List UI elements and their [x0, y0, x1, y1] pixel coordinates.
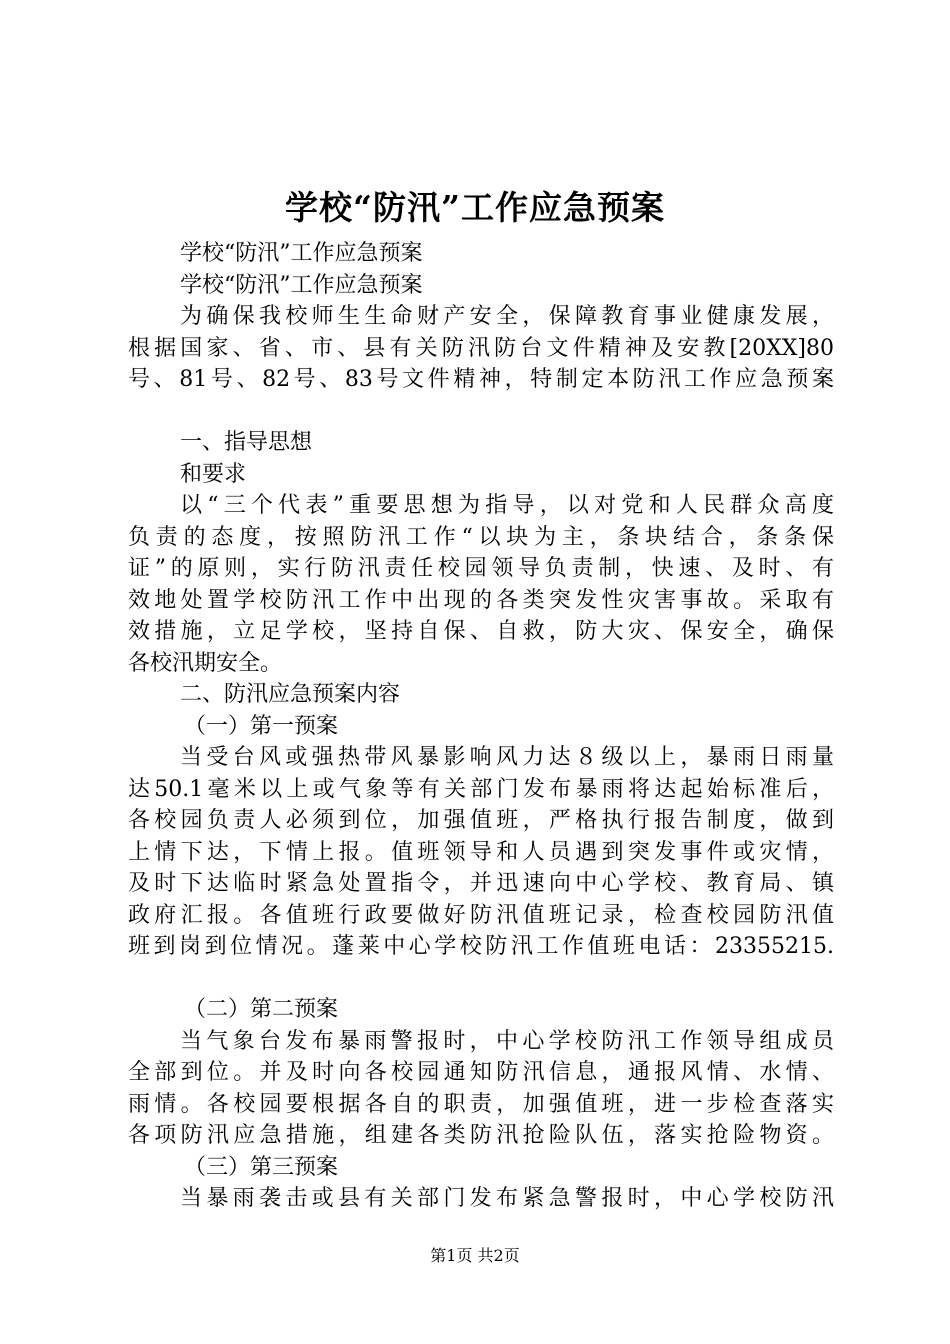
subsection-heading: （二）第二预案 — [184, 997, 339, 1022]
paragraph-line: 雨情。各校园要根据各自的职责，加强值班，进一步检查落实 — [128, 1091, 834, 1117]
paragraph-line: 各校汛期安全。 — [128, 650, 283, 676]
paragraph-line: 达50.1毫米以上或气象等有关部门发布暴雨将达起始标准后， — [128, 776, 834, 802]
subsection-heading: （一）第一预案 — [184, 713, 339, 739]
blank-line — [128, 963, 834, 995]
paragraph-line: 以“三个代表”重要思想为指导，以对党和人民群众高度 — [180, 493, 834, 518]
document-title: 学校“防汛”工作应急预案 — [285, 188, 665, 227]
paragraph-line: 为确保我校师生生命财产安全，保障教育事业健康发展， — [180, 304, 834, 329]
subsection-heading: （三）第三预案 — [184, 1154, 339, 1180]
paragraph-line: 上情下达，下情上报。值班领导和人员遇到突发事件或灾情， — [128, 839, 834, 865]
paragraph-line: 效地处置学校防汛工作中出现的各类突发性灾害事故。采取有 — [128, 587, 834, 613]
paragraph-line: 政府汇报。各值班行政要做好防汛值班记录，检查校园防汛值 — [128, 902, 834, 928]
paragraph-line: 负责的态度，按照防汛工作“以块为主，条块结合，条条保 — [128, 524, 834, 550]
subtitle-line: 学校“防汛”工作应急预案 — [180, 272, 423, 298]
page-footer: 第1页 共2页 — [430, 1246, 520, 1265]
paragraph-line: 各校园负责人必须到位，加强值班，严格执行报告制度，做到 — [128, 808, 834, 833]
paragraph-line: 各项防汛应急措施，组建各类防汛抢险队伍，落实抢险物资。 — [128, 1123, 834, 1148]
section-heading: 二、防汛应急预案内容 — [180, 682, 401, 707]
paragraph-line: 全部到位。并及时向各校园通知防汛信息，通报风情、水情、 — [128, 1060, 834, 1085]
paragraph-line: 号、81号、82号、83号文件精神，特制定本防汛工作应急预案 — [128, 367, 834, 392]
paragraph-line: 及时下达临时紧急处置指令，并迅速向中心学校、教育局、镇 — [128, 871, 834, 896]
paragraph-line: 效措施，立足学校，坚持自保、自救，防大灾、保安全，确保 — [128, 619, 834, 644]
blank-line — [128, 396, 834, 428]
subtitle-line: 学校“防汛”工作应急预案 — [180, 241, 423, 266]
paragraph-line: 班到岗到位情况。蓬莱中心学校防汛工作值班电话：23355215. — [128, 934, 834, 959]
paragraph-line: 当暴雨袭击或县有关部门发布紧急警报时，中心学校防汛 — [180, 1186, 834, 1211]
paragraph-line: 根据国家、省、市、县有关防汛防台文件精神及安教[20XX]80 — [128, 335, 834, 361]
paragraph-line: 当受台风或强热带风暴影响风力达８级以上，暴雨日雨量 — [180, 745, 834, 770]
section-heading-continued: 和要求 — [180, 461, 247, 487]
paragraph-line: 当气象台发布暴雨警报时，中心学校防汛工作领导组成员 — [180, 1028, 834, 1054]
document-body — [128, 238, 834, 1215]
section-heading: 一、指导思想 — [180, 430, 313, 455]
paragraph-line: 证”的原则，实行防汛责任校园领导负责制，快速、及时、有 — [128, 556, 834, 581]
